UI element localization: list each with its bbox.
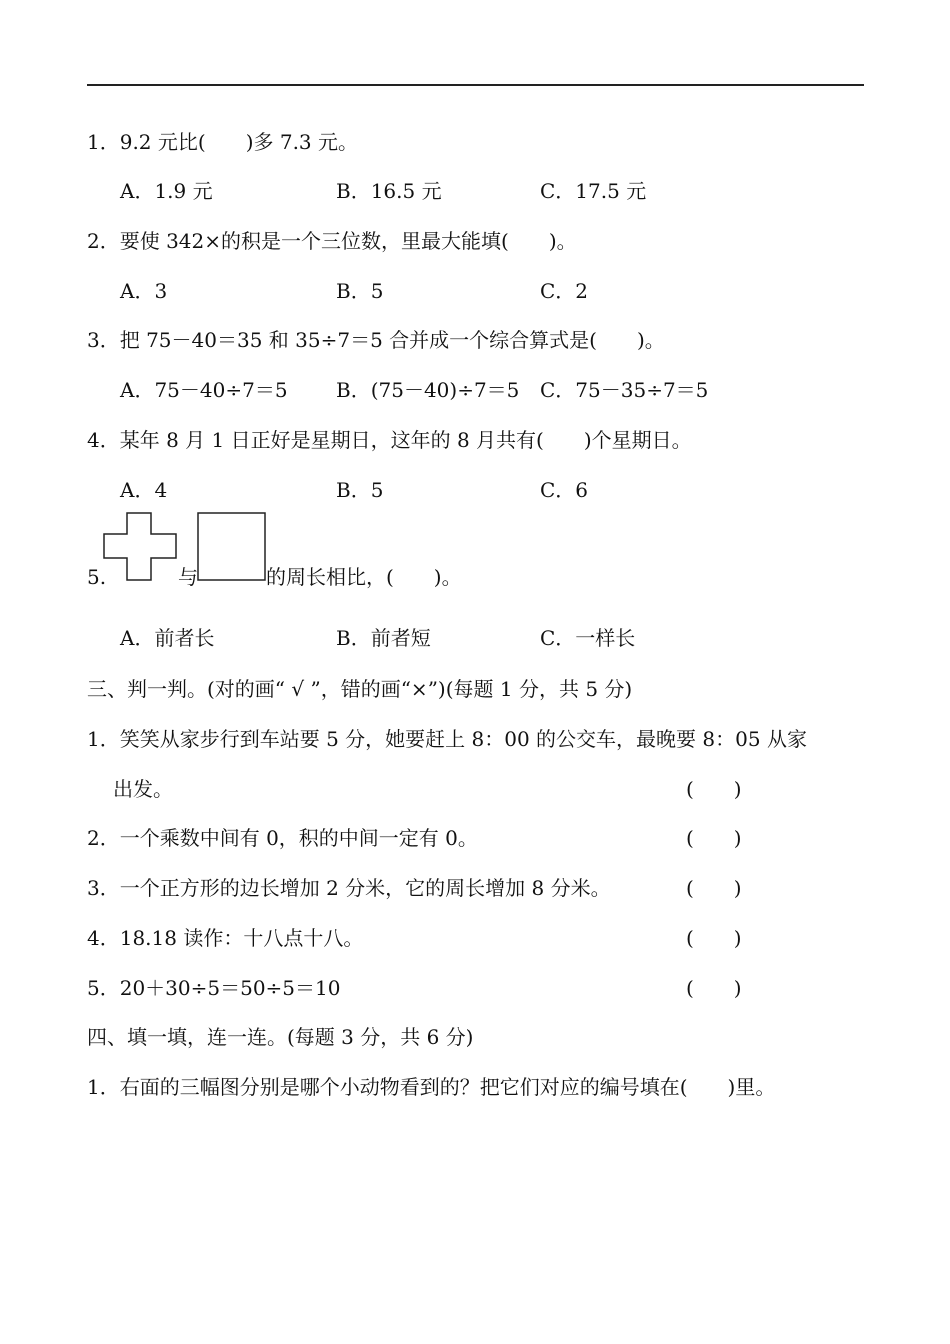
- q5-option-c: C．一样长: [540, 626, 636, 650]
- q1-option-a: A．1.9 元: [120, 179, 213, 203]
- q4-option-a: A．4: [120, 478, 168, 502]
- judge-1-line1: 1．笑笑从家步行到车站要 5 分，她要赶上 8：00 的公交车，最晚要 8：05 从家: [87, 727, 807, 751]
- judge-4: 4．18.18 读作：十八点十八。: [87, 926, 364, 950]
- q2-option-a: A．3: [120, 279, 168, 303]
- section-4-question-1: 1．右面的三幅图分别是哪个小动物看到的？把它们对应的编号填在( )里。: [87, 1075, 776, 1099]
- q4-option-b: B．5: [336, 478, 384, 502]
- q3-option-b: B．(75－40)÷7＝5: [336, 378, 520, 402]
- q2-option-b: B．5: [336, 279, 384, 303]
- judge-5: 5．20＋30÷5＝50÷5＝10: [87, 976, 341, 1000]
- q1-option-c: C．17.5 元: [540, 179, 647, 203]
- judge-5-answer-blank: ( ): [686, 976, 742, 1000]
- question-2: 2．要使 342×的积是一个三位数，里最大能填( )。: [87, 229, 577, 253]
- judge-1-line2: 出发。: [113, 777, 173, 801]
- question-4: 4．某年 8 月 1 日正好是星期日，这年的 8 月共有( )个星期日。: [87, 428, 692, 452]
- q2-option-c: C．2: [540, 279, 589, 303]
- question-1: 1．9.2 元比( )多 7.3 元。: [87, 130, 359, 154]
- judge-3-answer-blank: ( ): [686, 876, 742, 900]
- judge-1-answer-blank: ( ): [686, 777, 742, 801]
- judge-3: 3．一个正方形的边长增加 2 分米，它的周长增加 8 分米。: [87, 876, 611, 900]
- question-3: 3．把 75－40＝35 和 35÷7＝5 合并成一个综合算式是( )。: [87, 328, 665, 352]
- header-rule: [87, 84, 864, 86]
- cross-shape-figure: [103, 512, 178, 582]
- q5-option-b: B．前者短: [336, 626, 431, 650]
- q3-option-a: A．75－40÷7＝5: [120, 378, 288, 402]
- judge-2-answer-blank: ( ): [686, 826, 742, 850]
- q5-option-a: A．前者长: [120, 626, 215, 650]
- q3-option-c: C．75－35÷7＝5: [540, 378, 709, 402]
- q5-text: 的周长相比，( )。: [266, 565, 462, 589]
- q1-option-b: B．16.5 元: [336, 179, 442, 203]
- square-shape-figure: [197, 512, 267, 582]
- section-4-heading: 四、填一填，连一连。(每题 3 分，共 6 分): [87, 1025, 474, 1049]
- q4-option-c: C．6: [540, 478, 589, 502]
- q5-connector: 与: [178, 565, 198, 589]
- q5-number: 5.: [87, 565, 107, 589]
- judge-4-answer-blank: ( ): [686, 926, 742, 950]
- section-3-heading: 三、判一判。(对的画“ √ ”，错的画“×”)(每题 1 分，共 5 分): [87, 677, 633, 701]
- judge-2: 2．一个乘数中间有 0，积的中间一定有 0。: [87, 826, 478, 850]
